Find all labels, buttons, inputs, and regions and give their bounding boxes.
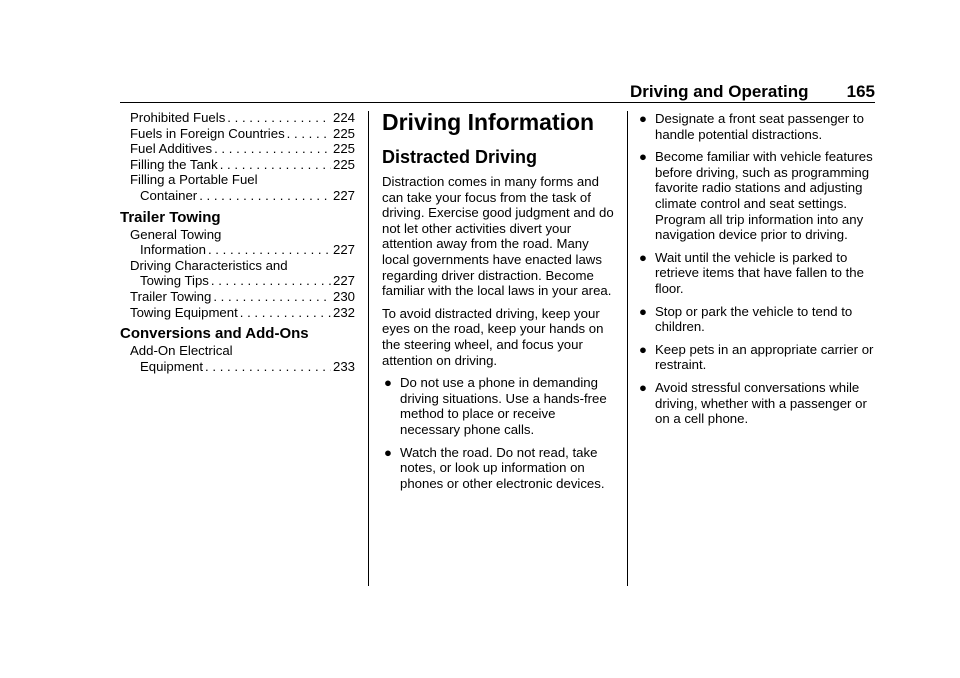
- column-divider-right: [627, 111, 628, 586]
- toc-entry[interactable]: [120, 157, 355, 173]
- toc-entry-page: 227: [332, 187, 355, 203]
- main-heading: Driving Information: [382, 109, 595, 135]
- toc-entry[interactable]: [120, 126, 355, 142]
- toc-entry-label: Fuel Additives: [130, 141, 213, 157]
- toc-entry[interactable]: [120, 343, 355, 374]
- toc-entry-label-line1: Add-On Electrical: [130, 343, 233, 359]
- toc-entry-label-line2: Container: [140, 187, 198, 203]
- bullet-item: [637, 304, 877, 335]
- page-number: 165: [846, 82, 875, 101]
- toc-entry-page: 227: [332, 242, 355, 258]
- bullet-item: [637, 342, 877, 373]
- toc-section-trailer-towing[interactable]: Trailer Towing: [120, 208, 221, 226]
- paragraph: Distraction comes in many forms and can take your focus from the task of driving. Exercise good judgment and do not let other activities divert your attention away from the road. Many local governments have enacted laws regarding driver distraction. Become familiar with the local laws in your area.: [382, 174, 614, 299]
- subheading: Distracted Driving: [382, 147, 538, 167]
- bullet-icon: ●: [639, 303, 647, 319]
- toc-entry-label-line1: Driving Characteristics and: [130, 257, 288, 273]
- toc-entry-label-line2: Information: [140, 242, 206, 258]
- bullet-icon: ●: [384, 444, 392, 460]
- bullet-icon: ●: [639, 111, 647, 126]
- toc-entry-page: 225: [332, 125, 355, 141]
- column-divider-left: [368, 111, 369, 586]
- toc-entry-label: Fuels in Foreign Countries: [130, 125, 285, 141]
- toc-entry[interactable]: [120, 305, 355, 321]
- toc-entry[interactable]: [120, 110, 355, 126]
- toc-entry-label: Filling the Tank: [130, 156, 218, 172]
- bullet-item: [382, 445, 617, 492]
- bullet-text: Stop or park the vehicle to tend to children.: [655, 303, 853, 335]
- toc-fuel-group: [120, 110, 355, 204]
- toc-section-conversions[interactable]: Conversions and Add-Ons: [120, 325, 309, 343]
- bullet-icon: ●: [639, 249, 647, 265]
- bullet-text: Wait until the vehicle is parked to retrieve items that have fallen to the floor.: [655, 249, 864, 296]
- bullet-text: Do not use a phone in demanding driving situations. Use a hands-free method to place or receive necessary phone calls.: [400, 375, 607, 437]
- bullet-text: Designate a front seat passenger to handle potential distractions.: [655, 111, 864, 142]
- bullet-item: [637, 111, 877, 142]
- toc-entry-page: 230: [332, 288, 355, 304]
- toc-entry[interactable]: [120, 289, 355, 305]
- bullet-item: [637, 149, 877, 243]
- toc-entry[interactable]: [120, 141, 355, 157]
- toc-entry-label-line2: Equipment: [140, 358, 204, 374]
- toc-entry-label-line2: Towing Tips: [140, 273, 209, 289]
- toc-entry-page: 232: [332, 304, 355, 320]
- middle-column: [382, 108, 617, 498]
- toc-entry[interactable]: [120, 227, 355, 258]
- header-divider: [120, 102, 875, 103]
- bullet-text: Watch the road. Do not read, take notes, or look up information on phones or other electronic devices.: [400, 444, 605, 491]
- section-title: Driving and Operating: [630, 82, 809, 101]
- toc-entry-label-line1: Filling a Portable Fuel: [130, 172, 258, 188]
- bullet-item: [637, 380, 877, 427]
- bullet-text: Keep pets in an appropriate carrier or restraint.: [655, 341, 874, 373]
- bullet-text: Avoid stressful conversations while driving, whether with a passenger or on a cell phone.: [655, 379, 867, 427]
- bullet-icon: ●: [639, 149, 647, 165]
- toc-entry[interactable]: [120, 172, 355, 203]
- bullet-text: Become familiar with vehicle features before driving, such as programming favorite radio stations and adjusting climate control and seat settings. Program all trip information into any navigation device prior to driving.: [655, 149, 873, 243]
- toc-entry-label: Trailer Towing: [130, 288, 212, 304]
- toc-entry-label: Prohibited Fuels: [130, 110, 226, 125]
- toc-entry-page: 233: [332, 358, 355, 374]
- toc-entry-page: 224: [332, 110, 355, 125]
- bullet-item: [382, 375, 617, 437]
- bullet-icon: ●: [384, 375, 392, 391]
- toc-entry-page: 225: [332, 156, 355, 172]
- toc-entry-page: 227: [332, 273, 355, 289]
- page-header: [630, 82, 875, 104]
- bullet-item: [637, 250, 877, 297]
- right-column: [637, 111, 877, 434]
- toc-entry-page: 225: [332, 141, 355, 157]
- table-of-contents: [120, 110, 355, 374]
- toc-entry-label-line1: General Towing: [130, 226, 222, 242]
- toc-entry-label: Towing Equipment: [130, 304, 238, 320]
- bullet-icon: ●: [639, 341, 647, 357]
- bullet-icon: ●: [639, 379, 647, 395]
- toc-entry[interactable]: [120, 258, 355, 289]
- paragraph: To avoid distracted driving, keep your eyes on the road, keep your hands on the steering wheel, and focus your attention on driving.: [382, 305, 604, 368]
